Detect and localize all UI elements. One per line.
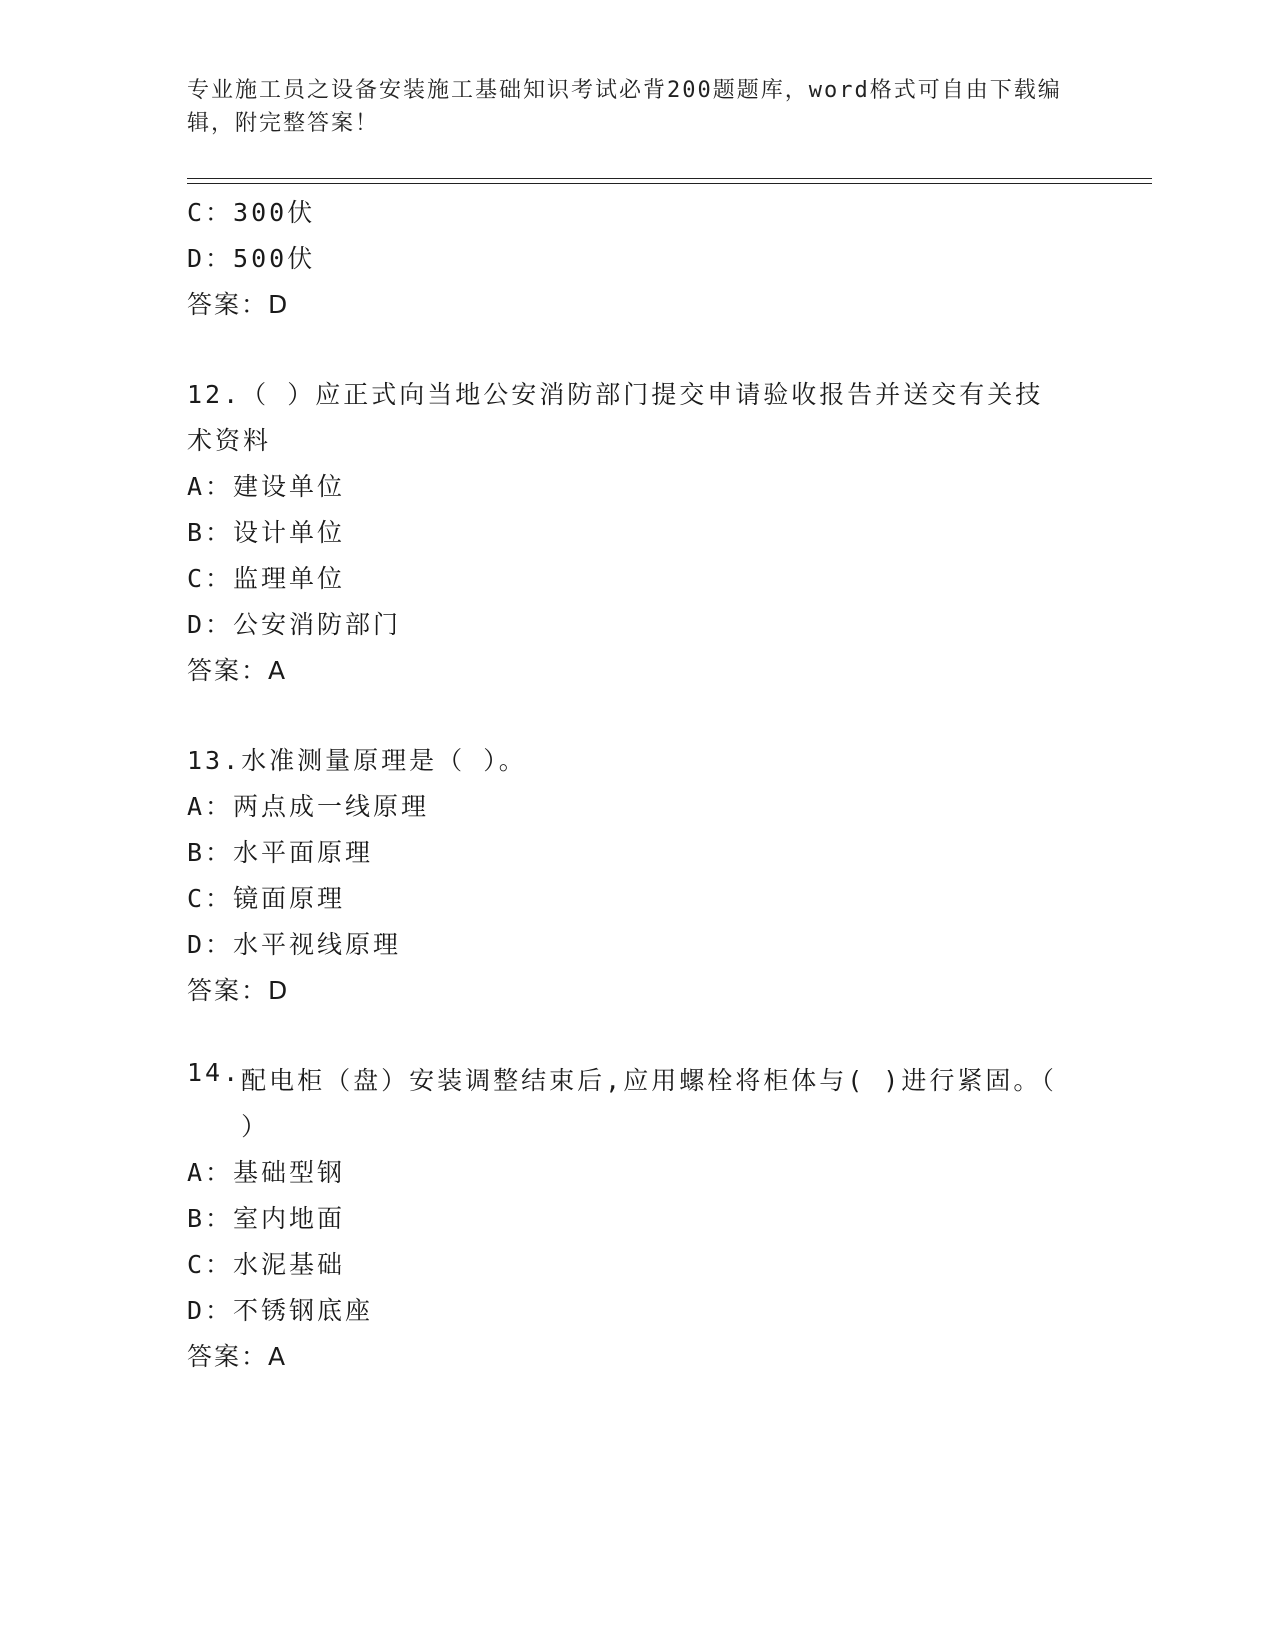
question-row bbox=[187, 1058, 1067, 1150]
answer: 答案：A bbox=[187, 656, 288, 685]
question-11 bbox=[187, 190, 1067, 328]
question-13 bbox=[187, 738, 1067, 1014]
option-c: C：水泥基础 bbox=[187, 1250, 346, 1279]
spacer bbox=[187, 694, 1067, 738]
header-rule-top bbox=[187, 178, 1152, 179]
option-c: C：300伏 bbox=[187, 198, 316, 227]
question-text: 配电柜（盘）安装调整结束后,应用螺栓将柜体与( )进行紧固。（ ） bbox=[241, 1066, 1057, 1141]
question-14 bbox=[187, 1058, 1067, 1380]
option-c: C：监理单位 bbox=[187, 564, 346, 593]
option-b: B：设计单位 bbox=[187, 518, 346, 547]
question-list bbox=[187, 190, 1067, 1380]
option-b: B：室内地面 bbox=[187, 1204, 346, 1233]
option-b: B：水平面原理 bbox=[187, 838, 374, 867]
option-d: D：水平视线原理 bbox=[187, 930, 402, 959]
document-header: 专业施工员之设备安装施工基础知识考试必背200题题库，word格式可自由下载编辑，附完整答案！ bbox=[187, 78, 1062, 136]
option-a: A：基础型钢 bbox=[187, 1158, 346, 1187]
spacer bbox=[187, 328, 1067, 372]
spacer bbox=[187, 1014, 1067, 1058]
option-a: A：建设单位 bbox=[187, 472, 346, 501]
question-text: 12.（ ）应正式向当地公安消防部门提交申请验收报告并送交有关技术资料 bbox=[187, 380, 1044, 455]
question-12 bbox=[187, 372, 1067, 694]
answer: 答案：D bbox=[187, 290, 290, 319]
option-d: D：不锈钢底座 bbox=[187, 1296, 374, 1325]
option-a: A：两点成一线原理 bbox=[187, 792, 430, 821]
option-d: D：500伏 bbox=[187, 244, 316, 273]
header-rule-bottom bbox=[187, 183, 1152, 184]
option-c: C：镜面原理 bbox=[187, 884, 346, 913]
answer: 答案：A bbox=[187, 1342, 288, 1371]
question-text: 13.水准测量原理是（ ）。 bbox=[187, 746, 527, 775]
answer: 答案：D bbox=[187, 976, 290, 1005]
option-d: D：公安消防部门 bbox=[187, 610, 402, 639]
question-number: 14. bbox=[187, 1058, 242, 1087]
